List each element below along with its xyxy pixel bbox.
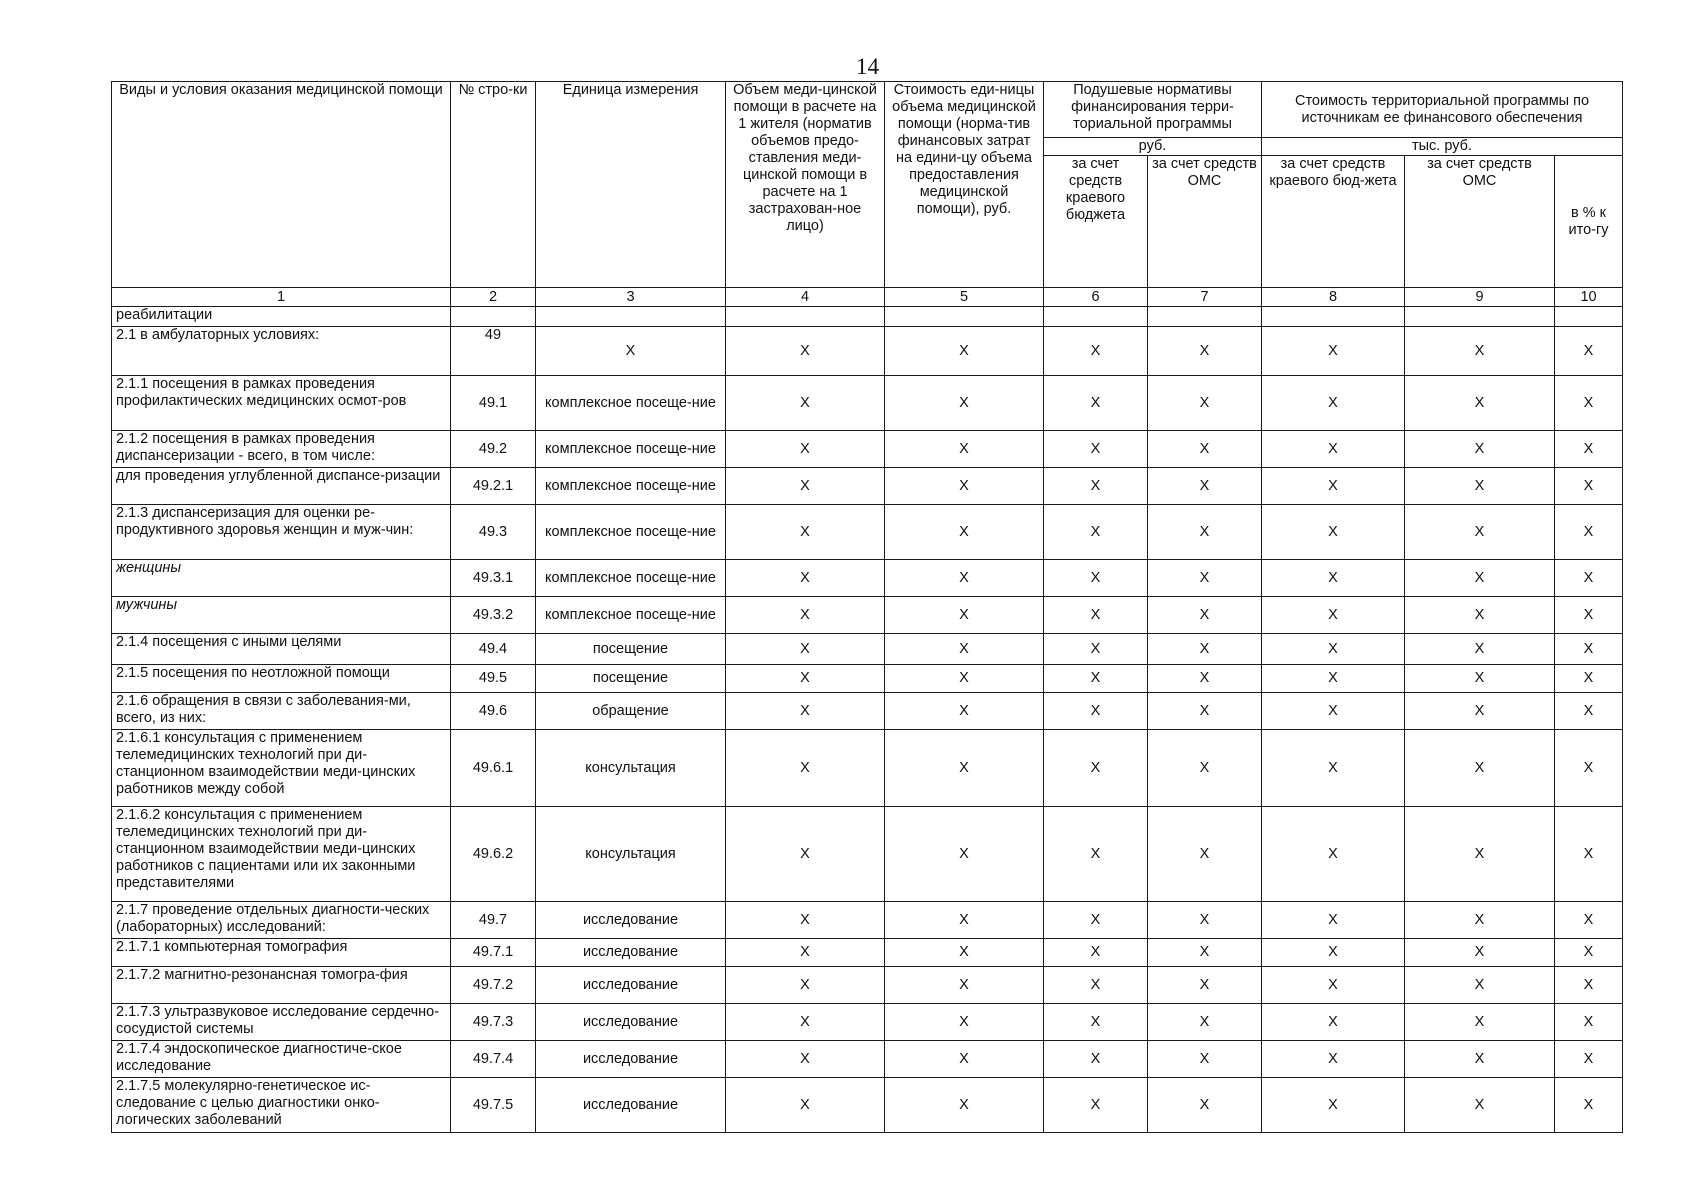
row-value: Х: [885, 431, 1044, 468]
row-value: Х: [1148, 560, 1262, 597]
table-row: [112, 376, 1623, 431]
row-number: 49: [451, 327, 536, 376]
row-value: Х: [1405, 468, 1555, 505]
column-number: 8: [1262, 288, 1405, 307]
row-value: Х: [1405, 431, 1555, 468]
row-label: мужчины: [112, 597, 451, 634]
header-volume-text: Объем меди-цинской помощи в расчете на 1 жителя (норматив объемов предо-ставления меди-цинской помощи в расчете на 1 застрахован-ное лицо): [733, 82, 877, 234]
row-value: Х: [726, 807, 885, 902]
column-number: 10: [1555, 288, 1623, 307]
row-value: Х: [1555, 1078, 1623, 1133]
row-value: Х: [885, 1004, 1044, 1041]
row-value: Х: [1262, 468, 1405, 505]
row-value: Х: [1405, 1041, 1555, 1078]
row-value: Х: [1555, 505, 1623, 560]
row-value: Х: [1555, 730, 1623, 807]
row-value: [1405, 307, 1555, 327]
header-cost-oms: за счет средств ОМС: [1405, 156, 1555, 288]
row-value: Х: [726, 730, 885, 807]
row-value: Х: [1044, 665, 1148, 693]
row-number: 49.4: [451, 634, 536, 665]
row-value: Х: [1555, 327, 1623, 376]
row-value: Х: [885, 1041, 1044, 1078]
row-number: 49.6: [451, 693, 536, 730]
row-value: Х: [1555, 634, 1623, 665]
row-unit: исследование: [536, 902, 726, 939]
row-value: Х: [726, 376, 885, 431]
table-header: [112, 82, 1623, 307]
row-number: 49.6.1: [451, 730, 536, 807]
row-value: Х: [1148, 376, 1262, 431]
row-value: Х: [1044, 1078, 1148, 1133]
row-value: Х: [1044, 693, 1148, 730]
table-row: [112, 1041, 1623, 1078]
row-value: Х: [1044, 939, 1148, 967]
row-value: Х: [885, 468, 1044, 505]
row-number: 49.7.1: [451, 939, 536, 967]
row-value: Х: [1405, 665, 1555, 693]
row-value: Х: [1044, 560, 1148, 597]
row-value: Х: [726, 505, 885, 560]
row-label: 2.1.6.1 консультация с применением телемедицинских технологий при ди-станционном взаимодействии меди-цинских работников между собой: [112, 730, 451, 807]
row-value: Х: [1555, 665, 1623, 693]
row-unit: комплексное посеще-ние: [536, 597, 726, 634]
row-label: 2.1.7.2 магнитно-резонансная томогра-фия: [112, 967, 451, 1004]
row-value: [1262, 307, 1405, 327]
page-number: 14: [856, 54, 879, 79]
row-number: 49.7.4: [451, 1041, 536, 1078]
row-unit: Х: [536, 327, 726, 376]
row-value: Х: [1148, 327, 1262, 376]
row-unit: посещение: [536, 665, 726, 693]
row-value: Х: [1044, 1004, 1148, 1041]
row-unit: комплексное посеще-ние: [536, 505, 726, 560]
table-row: [112, 431, 1623, 468]
row-number: 49.3: [451, 505, 536, 560]
table-row: [112, 730, 1623, 807]
row-value: Х: [726, 431, 885, 468]
row-value: Х: [885, 807, 1044, 902]
row-value: [1148, 307, 1262, 327]
row-value: Х: [1405, 505, 1555, 560]
row-value: Х: [1148, 1041, 1262, 1078]
row-label: 2.1.7.4 эндоскопическое диагностиче-ское исследование: [112, 1041, 451, 1078]
table-row: [112, 939, 1623, 967]
header-percapita-regional: за счет средств краевого бюджета: [1044, 156, 1148, 288]
row-value: Х: [726, 327, 885, 376]
row-value: Х: [726, 634, 885, 665]
row-value: Х: [1262, 376, 1405, 431]
row-label: 2.1.3 диспансеризация для оценки ре-продуктивного здоровья женщин и муж-чин:: [112, 505, 451, 560]
row-number: 49.7.2: [451, 967, 536, 1004]
row-label: 2.1.6.2 консультация с применением телемедицинских технологий при ди-станционном взаимодействии меди-цинских работников с пациентами или их законными представителями: [112, 807, 451, 902]
row-value: Х: [1405, 560, 1555, 597]
column-number: 9: [1405, 288, 1555, 307]
row-value: Х: [1405, 967, 1555, 1004]
row-value: Х: [1555, 1041, 1623, 1078]
row-value: Х: [1044, 807, 1148, 902]
row-label: 2.1 в амбулаторных условиях:: [112, 327, 451, 376]
row-unit: исследование: [536, 1004, 726, 1041]
row-label: 2.1.7.5 молекулярно-генетическое ис-следование с целью диагностики онко-логических заболеваний: [112, 1078, 451, 1133]
row-value: Х: [1405, 1004, 1555, 1041]
header-row-number: № стро-ки: [451, 82, 536, 288]
row-unit: исследование: [536, 939, 726, 967]
row-value: Х: [1262, 597, 1405, 634]
row-value: Х: [1262, 939, 1405, 967]
table-row: [112, 597, 1623, 634]
column-number: 1: [112, 288, 451, 307]
header-program-cost-group: Стоимость территориальной программы по источникам ее финансового обеспечения: [1262, 82, 1623, 138]
row-value: Х: [726, 468, 885, 505]
row-label: 2.1.7.1 компьютерная томография: [112, 939, 451, 967]
column-number: 6: [1044, 288, 1148, 307]
row-unit: комплексное посеще-ние: [536, 560, 726, 597]
row-value: Х: [1555, 939, 1623, 967]
header-unit-cost: Стоимость еди-ницы объема медицинской помощи (норма-тив финансовых затрат на едини-цу объема предоставления медицинской помощи), руб.: [885, 82, 1044, 288]
row-label: для проведения углубленной диспансе-ризации: [112, 468, 451, 505]
table-row: [112, 327, 1623, 376]
row-value: Х: [1262, 634, 1405, 665]
row-value: Х: [1555, 431, 1623, 468]
row-value: Х: [1044, 431, 1148, 468]
row-value: Х: [1262, 967, 1405, 1004]
row-value: Х: [1044, 597, 1148, 634]
row-value: Х: [885, 693, 1044, 730]
row-label: реабилитации: [112, 307, 451, 327]
row-number: 49.7.5: [451, 1078, 536, 1133]
row-value: Х: [1148, 939, 1262, 967]
row-number: 49.6.2: [451, 807, 536, 902]
row-value: Х: [1148, 730, 1262, 807]
row-value: Х: [1262, 505, 1405, 560]
row-value: Х: [1262, 730, 1405, 807]
row-value: Х: [1148, 634, 1262, 665]
header-care-type: Виды и условия оказания медицинской помощи: [112, 82, 451, 288]
row-value: Х: [1044, 902, 1148, 939]
row-value: Х: [726, 665, 885, 693]
row-number: 49.3.1: [451, 560, 536, 597]
row-value: Х: [1405, 939, 1555, 967]
table-row: [112, 693, 1623, 730]
row-value: Х: [1148, 597, 1262, 634]
row-unit: консультация: [536, 807, 726, 902]
row-value: Х: [885, 665, 1044, 693]
row-value: Х: [1262, 431, 1405, 468]
row-value: Х: [1148, 431, 1262, 468]
row-value: Х: [885, 560, 1044, 597]
header-per-capita-group: Подушевые нормативы финансирования терри-ториальной программы: [1044, 82, 1262, 138]
table-body: [112, 307, 1623, 1133]
row-value: Х: [1405, 1078, 1555, 1133]
row-value: Х: [1148, 693, 1262, 730]
row-value: Х: [1044, 967, 1148, 1004]
table-row: [112, 505, 1623, 560]
row-value: Х: [1555, 902, 1623, 939]
row-value: Х: [1405, 376, 1555, 431]
table-row: [112, 902, 1623, 939]
row-value: Х: [1044, 376, 1148, 431]
row-number: 49.7.3: [451, 1004, 536, 1041]
row-number: 49.2: [451, 431, 536, 468]
row-value: Х: [1405, 902, 1555, 939]
row-value: Х: [1262, 1078, 1405, 1133]
row-value: Х: [1044, 634, 1148, 665]
row-value: Х: [1405, 634, 1555, 665]
row-value: Х: [1262, 665, 1405, 693]
column-number-row: [112, 288, 1623, 307]
table-row: [112, 1004, 1623, 1041]
row-value: Х: [885, 1078, 1044, 1133]
row-value: Х: [885, 939, 1044, 967]
column-number: 7: [1148, 288, 1262, 307]
row-value: Х: [1044, 468, 1148, 505]
row-value: Х: [1262, 1041, 1405, 1078]
table-row: [112, 967, 1623, 1004]
row-value: Х: [1555, 967, 1623, 1004]
row-value: Х: [1262, 902, 1405, 939]
row-label: 2.1.2 посещения в рамках проведения диспансеризации - всего, в том числе:: [112, 431, 451, 468]
column-number: 5: [885, 288, 1044, 307]
row-value: Х: [726, 560, 885, 597]
header-rub: руб.: [1044, 138, 1262, 156]
row-value: Х: [1148, 1078, 1262, 1133]
row-value: Х: [885, 902, 1044, 939]
row-value: Х: [1555, 693, 1623, 730]
row-label: женщины: [112, 560, 451, 597]
row-value: Х: [726, 902, 885, 939]
row-value: Х: [726, 939, 885, 967]
row-number: 49.2.1: [451, 468, 536, 505]
row-value: [1555, 307, 1623, 327]
row-unit: комплексное посеще-ние: [536, 468, 726, 505]
row-number: 49.3.2: [451, 597, 536, 634]
row-value: Х: [1044, 730, 1148, 807]
row-value: Х: [1148, 505, 1262, 560]
row-number: [451, 307, 536, 327]
row-value: Х: [1405, 730, 1555, 807]
row-value: Х: [726, 967, 885, 1004]
row-value: Х: [1044, 327, 1148, 376]
row-value: Х: [885, 376, 1044, 431]
table-row: [112, 560, 1623, 597]
table-row: [112, 634, 1623, 665]
row-label: 2.1.5 посещения по неотложной помощи: [112, 665, 451, 693]
header-thousand-rub: тыс. руб.: [1262, 138, 1623, 156]
table-row: [112, 1078, 1623, 1133]
row-value: Х: [726, 1041, 885, 1078]
row-unit: консультация: [536, 730, 726, 807]
row-value: Х: [1405, 693, 1555, 730]
column-number: 2: [451, 288, 536, 307]
row-value: Х: [885, 634, 1044, 665]
header-unit: Единица измерения: [536, 82, 726, 288]
row-value: [885, 307, 1044, 327]
row-value: Х: [1555, 560, 1623, 597]
row-value: Х: [885, 505, 1044, 560]
row-value: Х: [1148, 468, 1262, 505]
row-label: 2.1.1 посещения в рамках проведения профилактических медицинских осмот-ров: [112, 376, 451, 431]
row-value: Х: [1262, 560, 1405, 597]
row-value: Х: [726, 1004, 885, 1041]
row-label: 2.1.4 посещения с иными целями: [112, 634, 451, 665]
row-value: Х: [1148, 807, 1262, 902]
header-volume: [726, 82, 885, 288]
row-value: Х: [1044, 505, 1148, 560]
row-unit: посещение: [536, 634, 726, 665]
row-value: Х: [1555, 807, 1623, 902]
row-value: Х: [885, 730, 1044, 807]
row-value: Х: [726, 693, 885, 730]
row-value: Х: [885, 327, 1044, 376]
row-unit: комплексное посеще-ние: [536, 431, 726, 468]
column-number: 3: [536, 288, 726, 307]
row-label: 2.1.7.3 ультразвуковое исследование сердечно-сосудистой системы: [112, 1004, 451, 1041]
row-unit: исследование: [536, 967, 726, 1004]
row-value: Х: [726, 1078, 885, 1133]
header-percapita-oms: за счет средств ОМС: [1148, 156, 1262, 288]
row-value: Х: [1148, 1004, 1262, 1041]
row-unit: комплексное посеще-ние: [536, 376, 726, 431]
row-unit: исследование: [536, 1078, 726, 1133]
table-row: [112, 665, 1623, 693]
row-value: Х: [1262, 693, 1405, 730]
row-number: 49.7: [451, 902, 536, 939]
row-value: Х: [885, 597, 1044, 634]
row-value: Х: [1405, 327, 1555, 376]
row-value: Х: [1148, 902, 1262, 939]
row-number: 49.1: [451, 376, 536, 431]
row-value: Х: [1555, 376, 1623, 431]
row-unit: [536, 307, 726, 327]
row-number: 49.5: [451, 665, 536, 693]
column-number: 4: [726, 288, 885, 307]
row-value: Х: [1148, 967, 1262, 1004]
row-value: Х: [1555, 1004, 1623, 1041]
row-value: [726, 307, 885, 327]
row-label: 2.1.6 обращения в связи с заболевания-ми, всего, из них:: [112, 693, 451, 730]
row-value: Х: [885, 967, 1044, 1004]
row-value: Х: [1405, 597, 1555, 634]
row-unit: исследование: [536, 1041, 726, 1078]
table-row: [112, 807, 1623, 902]
row-unit: обращение: [536, 693, 726, 730]
row-value: Х: [1555, 468, 1623, 505]
financing-table: [111, 81, 1623, 1133]
row-label: 2.1.7 проведение отдельных диагности-ческих (лабораторных) исследований:: [112, 902, 451, 939]
row-value: Х: [1262, 1004, 1405, 1041]
row-value: Х: [1148, 665, 1262, 693]
row-value: Х: [1262, 327, 1405, 376]
row-value: Х: [1555, 597, 1623, 634]
row-value: Х: [726, 597, 885, 634]
header-cost-regional: за счет средств краевого бюд-жета: [1262, 156, 1405, 288]
row-value: Х: [1405, 807, 1555, 902]
row-value: Х: [1044, 1041, 1148, 1078]
header-cost-percent: в % к ито-гу: [1555, 156, 1623, 288]
row-value: Х: [1262, 807, 1405, 902]
table-row: [112, 307, 1623, 327]
table-row: [112, 468, 1623, 505]
row-value: [1044, 307, 1148, 327]
